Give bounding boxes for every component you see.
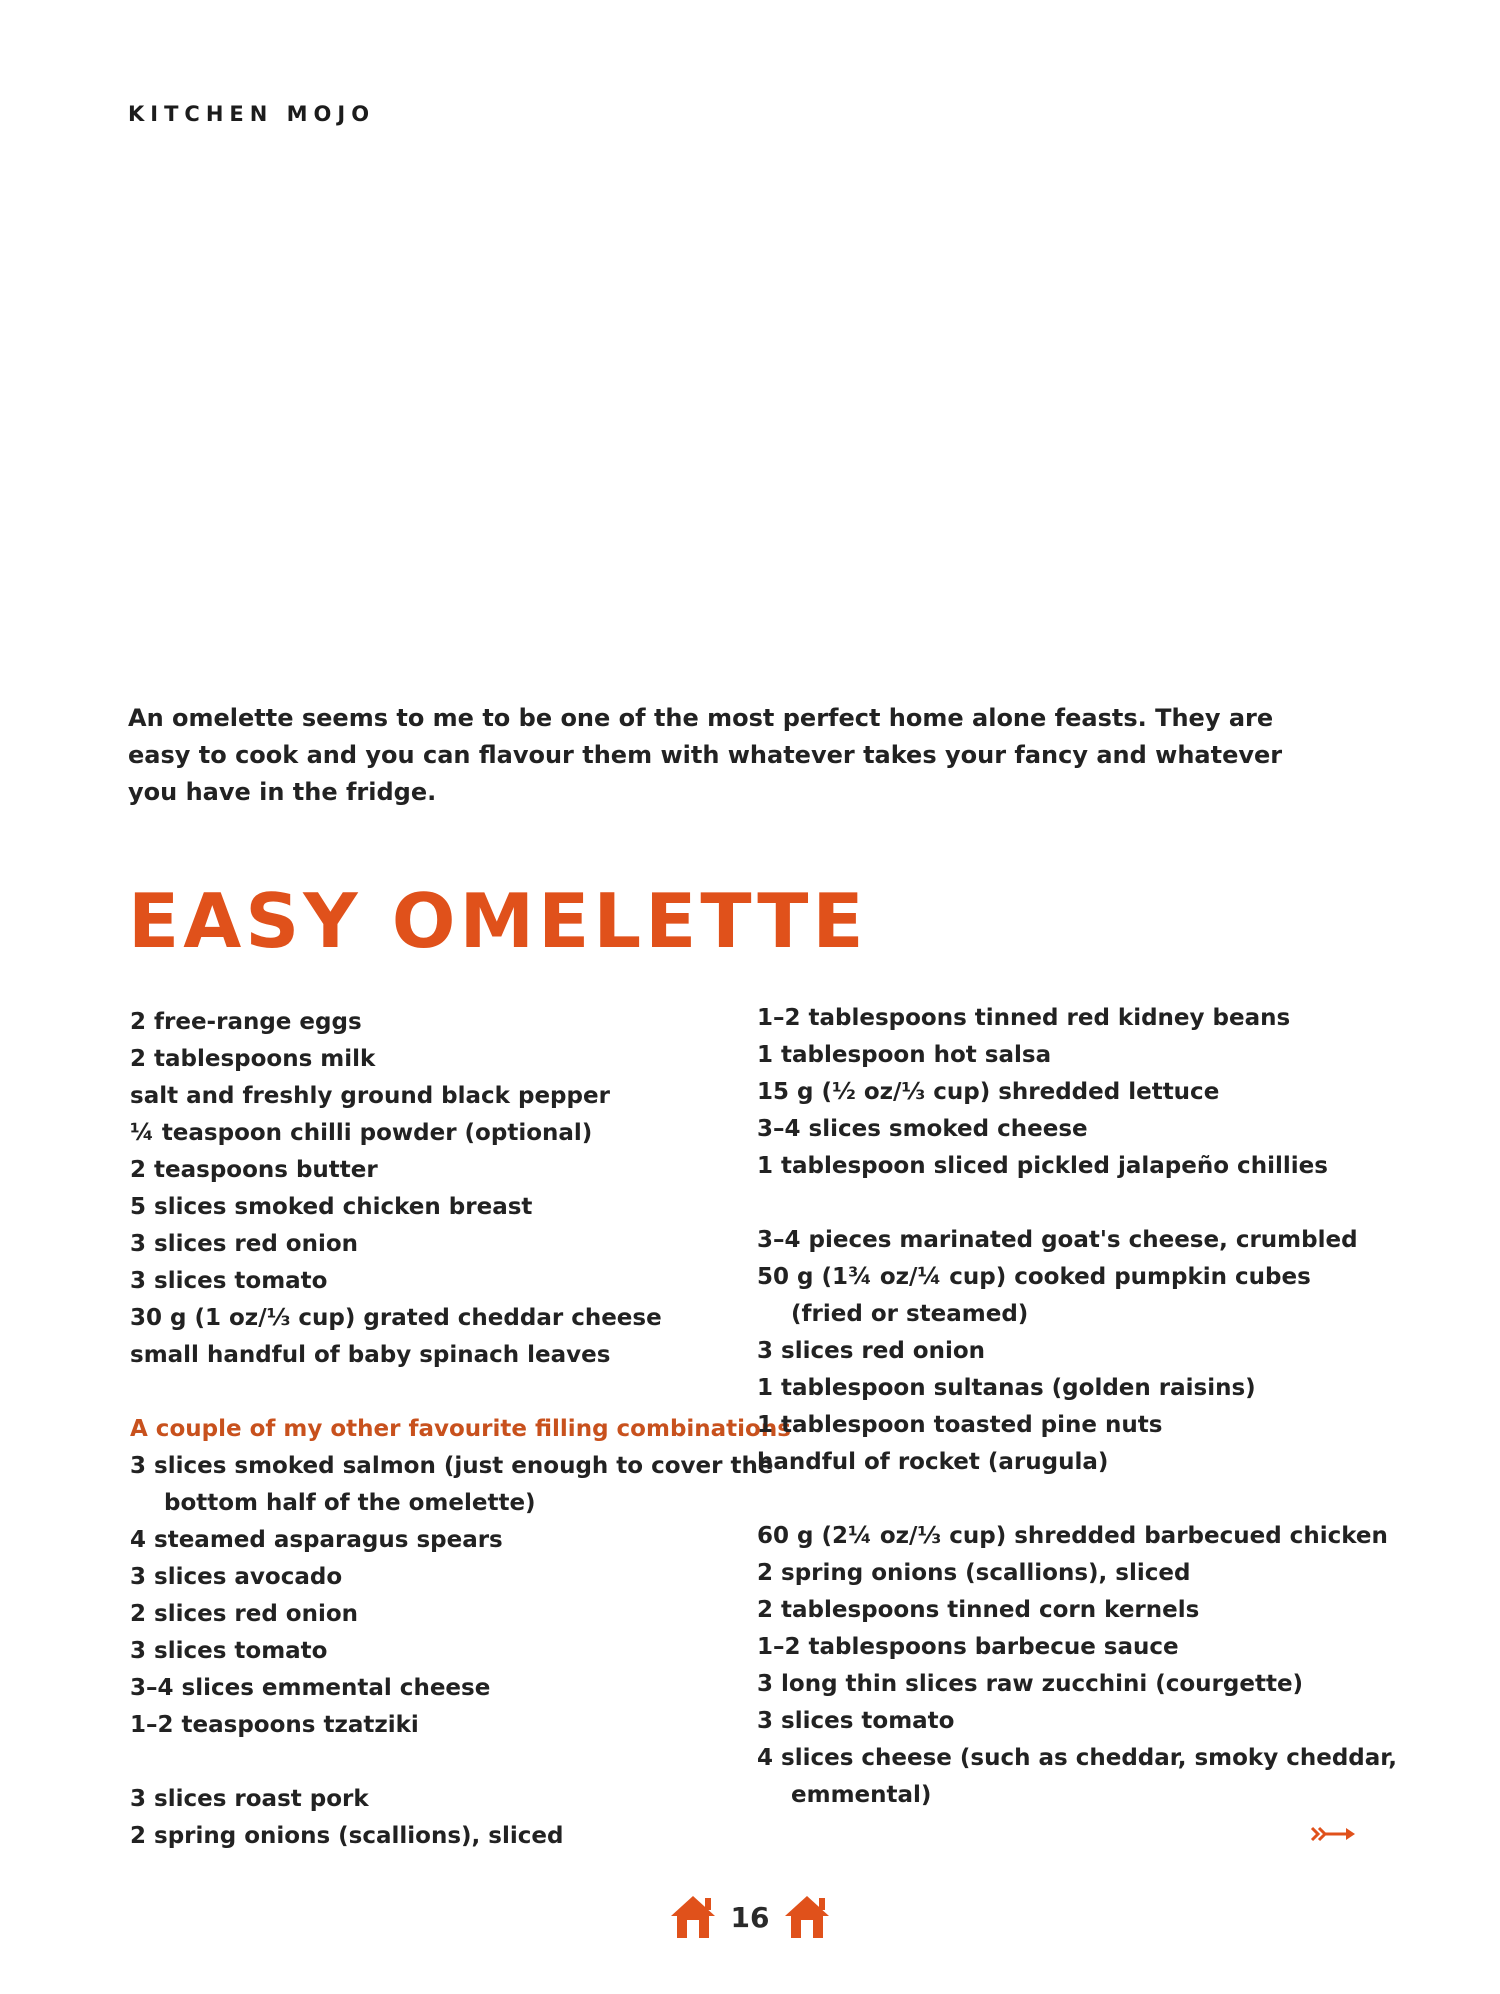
house-icon bbox=[783, 1894, 831, 1940]
right-column bbox=[757, 1000, 1397, 1814]
filling-subheading: A couple of my other favourite filling combinations bbox=[130, 1416, 791, 1442]
book-title: KITCHEN MOJO bbox=[128, 102, 376, 126]
ingredient: 30 g (1 oz/⅓ cup) grated cheddar cheese bbox=[130, 1305, 662, 1331]
filling-item: 3 slices tomato bbox=[130, 1638, 328, 1664]
filling-item: 3 slices avocado bbox=[130, 1564, 343, 1590]
recipe-title: EASY OMELETTE bbox=[128, 877, 868, 965]
ingredient: ¼ teaspoon chilli powder (optional) bbox=[130, 1120, 593, 1146]
ingredient: 2 teaspoons butter bbox=[130, 1157, 378, 1183]
filling-item: 1 tablespoon sliced pickled jalapeño chillies bbox=[757, 1153, 1328, 1179]
filling-item: 1 tablespoon sultanas (golden raisins) bbox=[757, 1375, 1256, 1401]
ingredient: salt and freshly ground black pepper bbox=[130, 1083, 610, 1109]
filling-item: 3 slices smoked salmon (just enough to cover the bbox=[130, 1453, 774, 1479]
filling-item: 2 slices red onion bbox=[130, 1601, 359, 1627]
filling-item: 4 slices cheese (such as cheddar, smoky cheddar, bbox=[757, 1745, 1397, 1771]
filling-item: 1 tablespoon hot salsa bbox=[757, 1042, 1052, 1068]
intro-paragraph: An omelette seems to me to be one of the most perfect home alone feasts. They are easy to cook and you can flavour them with whatever takes your fancy and whatever you have in the fridge. bbox=[128, 704, 1283, 806]
ingredient: 2 free-range eggs bbox=[130, 1009, 362, 1035]
filling-item: 15 g (½ oz/⅓ cup) shredded lettuce bbox=[757, 1079, 1220, 1105]
filling-item: (fried or steamed) bbox=[791, 1301, 1029, 1327]
filling-item: 3 long thin slices raw zucchini (courgette) bbox=[757, 1671, 1304, 1697]
continue-arrow-icon bbox=[1310, 1824, 1356, 1844]
filling-item: 2 tablespoons tinned corn kernels bbox=[757, 1597, 1200, 1623]
filling-item: 3–4 slices smoked cheese bbox=[757, 1116, 1088, 1142]
filling-item: 3–4 slices emmental cheese bbox=[130, 1675, 491, 1701]
filling-item: 1–2 tablespoons tinned red kidney beans bbox=[757, 1005, 1291, 1031]
filling-item: emmental) bbox=[791, 1782, 932, 1808]
ingredient: 3 slices tomato bbox=[130, 1268, 328, 1294]
filling-item: 3 slices tomato bbox=[757, 1708, 955, 1734]
ingredient: 3 slices red onion bbox=[130, 1231, 359, 1257]
ingredient: 5 slices smoked chicken breast bbox=[130, 1194, 533, 1220]
ingredient: 2 tablespoons milk bbox=[130, 1046, 376, 1072]
filling-item: 3 slices roast pork bbox=[130, 1786, 369, 1812]
page-number: 16 bbox=[730, 1900, 770, 1934]
filling-item: 2 spring onions (scallions), sliced bbox=[130, 1823, 564, 1849]
ingredient: small handful of baby spinach leaves bbox=[130, 1342, 611, 1368]
filling-item: 3–4 pieces marinated goat's cheese, crumbled bbox=[757, 1227, 1358, 1253]
filling-item: 50 g (1¾ oz/¼ cup) cooked pumpkin cubes bbox=[757, 1264, 1311, 1290]
filling-item: 3 slices red onion bbox=[757, 1338, 986, 1364]
page-footer bbox=[0, 1894, 1500, 1940]
filling-item: 2 spring onions (scallions), sliced bbox=[757, 1560, 1191, 1586]
filling-item: 60 g (2¼ oz/⅓ cup) shredded barbecued chicken bbox=[757, 1523, 1388, 1549]
filling-item: 4 steamed asparagus spears bbox=[130, 1527, 503, 1553]
filling-item: handful of rocket (arugula) bbox=[757, 1449, 1109, 1475]
filling-item: 1–2 teaspoons tzatziki bbox=[130, 1712, 419, 1738]
left-column bbox=[130, 1004, 791, 1855]
house-icon bbox=[669, 1894, 717, 1940]
filling-item: 1 tablespoon toasted pine nuts bbox=[757, 1412, 1163, 1438]
filling-item: bottom half of the omelette) bbox=[164, 1490, 536, 1516]
filling-item: 1–2 tablespoons barbecue sauce bbox=[757, 1634, 1179, 1660]
